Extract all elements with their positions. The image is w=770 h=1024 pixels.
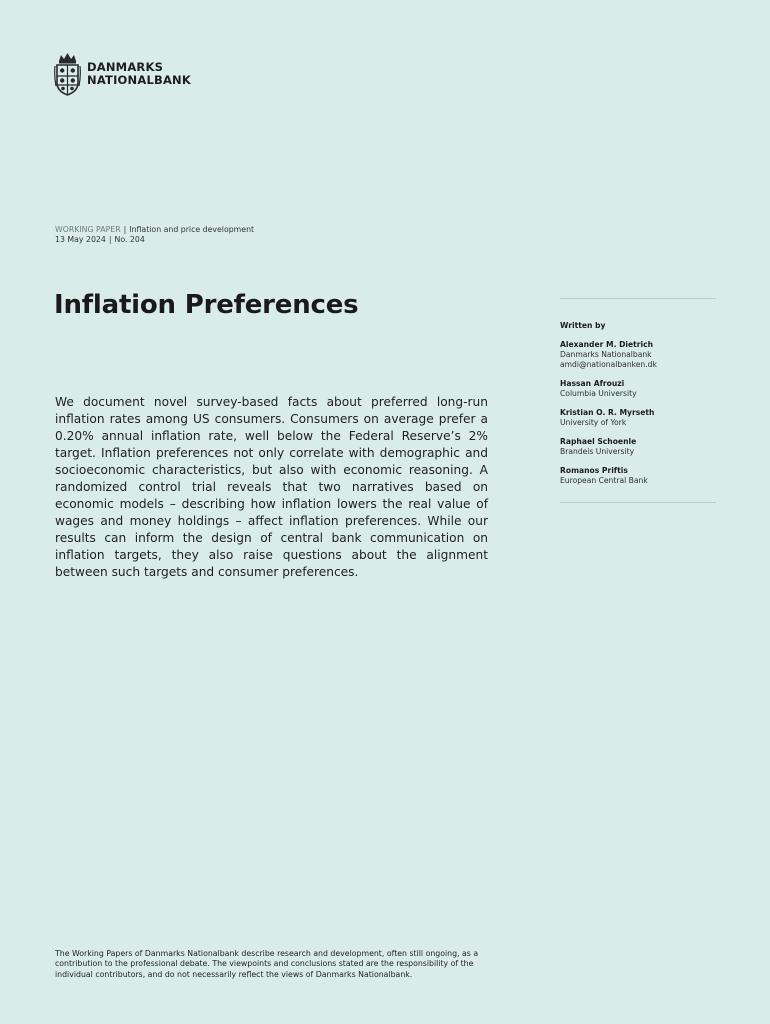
paper-meta	[55, 225, 254, 245]
paper-date: 13 May 2024	[55, 235, 106, 244]
author-affiliation: University of York	[560, 418, 627, 427]
author-name: Alexander M. Dietrich	[560, 340, 654, 349]
author-entry	[560, 379, 716, 399]
meta-separator: |	[123, 225, 127, 234]
author-name: Raphael Schoenle	[560, 437, 637, 446]
bank-logo	[54, 52, 191, 96]
disclaimer: The Working Papers of Danmarks Nationalbank describe research and development, often still ongoing, as a contribution to the professional debate. The viewpoints and conclusions stated are the responsibility of the individual contributors, and do not necessarily reflect the views of Danmarks Nationalbank.	[55, 949, 479, 979]
author-entry	[560, 408, 716, 428]
divider	[560, 502, 716, 503]
author-entry	[560, 437, 716, 457]
author-name: Romanos Priftis	[560, 466, 628, 475]
abstract: We document novel survey-based facts about preferred long-run inflation rates among US consumers. Consumers on average prefer a 0.20% annual inflation rate, well below the Federal Reserve’s 2% target. Inflation preferences not only correlate with demographic and socioeconomic characteristics, but also with economic reasoning. A randomized control trial reveals that two narratives based on economic models – describing how inflation lowers the real value of wages and money holdings – affect inflation preferences. While our results can inform the design of central bank communication on inflation targets, they also raise questions about the alignment between such targets and consumer preferences.	[55, 395, 488, 579]
paper-number: No. 204	[114, 235, 145, 244]
paper-kind: WORKING PAPER	[55, 225, 121, 234]
authors-heading: Written by	[560, 321, 606, 330]
author-name: Hassan Afrouzi	[560, 379, 625, 388]
bank-name-line-1: DANMARKS	[87, 60, 164, 74]
author-affiliation: Columbia University	[560, 389, 637, 398]
page-title: Inflation Preferences	[54, 290, 359, 320]
meta-separator: |	[108, 235, 112, 244]
author-affiliation: European Central Bank	[560, 476, 648, 485]
author-entry	[560, 466, 716, 486]
author-email[interactable]: amdi@nationalbanken.dk	[560, 360, 657, 369]
paper-topic: Inflation and price development	[129, 225, 255, 234]
author-affiliation: Brandeis University	[560, 447, 635, 456]
bank-name-line-2: NATIONALBANK	[87, 73, 191, 87]
authors-panel	[560, 298, 716, 503]
author-name: Kristian O. R. Myrseth	[560, 408, 655, 417]
author-affiliation: Danmarks Nationalbank	[560, 350, 652, 359]
coat-of-arms-icon	[54, 52, 81, 96]
divider	[560, 298, 716, 299]
bank-name	[87, 61, 191, 87]
author-entry	[560, 340, 716, 370]
